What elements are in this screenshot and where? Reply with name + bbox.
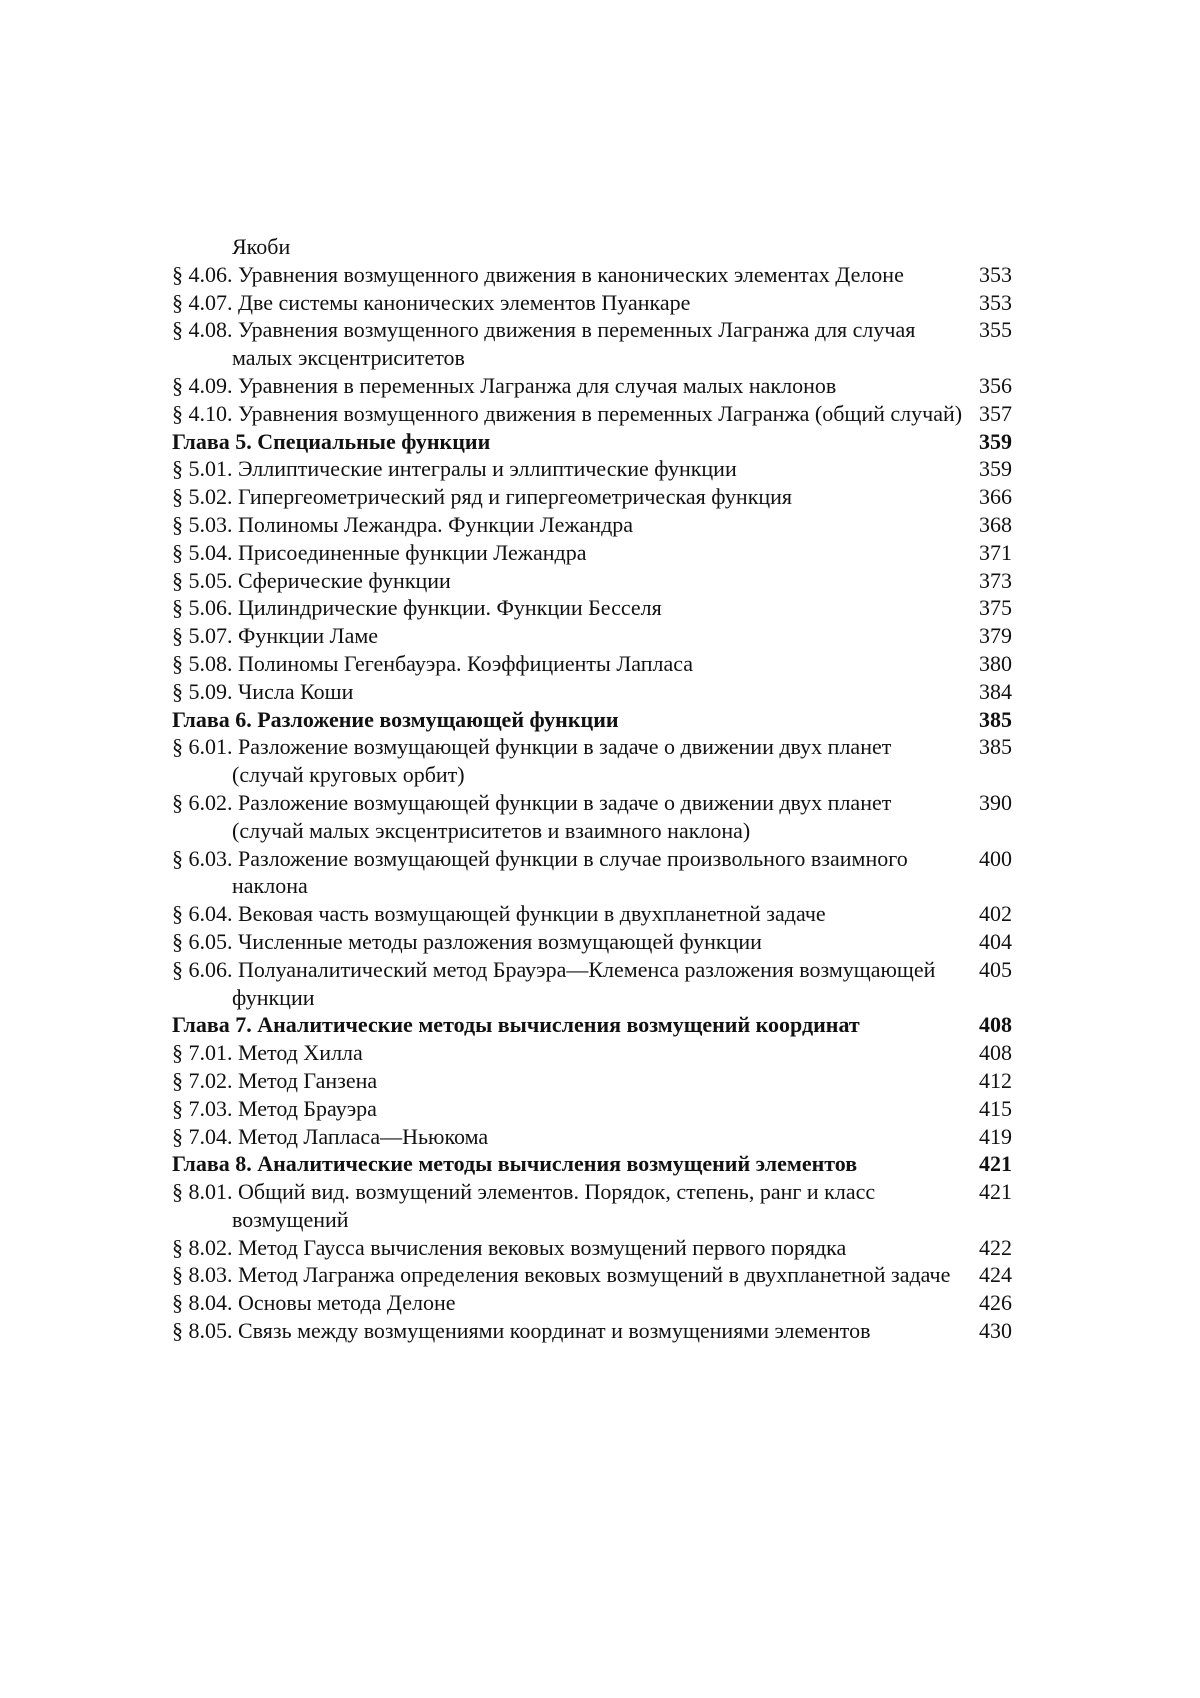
toc-section-entry — [172, 400, 1012, 428]
toc-section-entry — [172, 1234, 1012, 1262]
toc-page-number: 408 — [979, 1040, 1012, 1066]
toc-entry-title: § 8.04. Основы метода Делоне — [172, 1290, 456, 1316]
toc-page-number: 402 — [979, 901, 1012, 927]
toc-page-number: 380 — [979, 650, 1012, 676]
toc-entry-title: Глава 5. Специальные функции — [172, 428, 491, 454]
toc-section-entry — [172, 622, 1012, 650]
toc-entry-title: Якоби — [232, 234, 291, 259]
toc-entry-title: § 8.01. Общий вид. возмущений элементов. Порядок, степень, ранг и класс возмущений — [172, 1179, 876, 1232]
toc-page-number: 353 — [979, 261, 1012, 287]
toc-page-number: 385 — [979, 734, 1012, 760]
toc-entry-title: § 7.04. Метод Лапласа—Ньюкома — [172, 1123, 489, 1149]
toc-page-number: 368 — [979, 511, 1012, 537]
toc-section-entry — [172, 539, 1012, 567]
toc-page-number: 421 — [979, 1179, 1012, 1205]
toc-page-number: 419 — [979, 1123, 1012, 1149]
toc-section-entry — [172, 1317, 1012, 1345]
toc-entry-title: § 6.05. Численные методы разложения возмущающей функции — [172, 928, 762, 954]
toc-section-entry — [172, 372, 1012, 400]
toc-page-number: 375 — [979, 595, 1012, 621]
toc-entry-title: Глава 6. Разложение возмущающей функции — [172, 706, 619, 732]
toc-entry-title: § 5.02. Гипергеометрический ряд и гипергеометрическая функция — [172, 484, 793, 510]
toc-page-number: 379 — [979, 623, 1012, 649]
toc-section-entry — [172, 1123, 1012, 1151]
toc-entry-title: § 4.06. Уравнения возмущенного движения в канонических элементах Делоне — [172, 261, 904, 287]
toc-section-entry — [172, 733, 1012, 789]
toc-entry-title: § 4.08. Уравнения возмущенного движения в переменных Лагранжа для случая малых эксцентриситетов — [172, 317, 916, 371]
toc-section-entry — [172, 316, 1012, 372]
toc-section-entry — [172, 594, 1012, 622]
toc-section-entry — [172, 567, 1012, 595]
toc-page-number: 405 — [979, 956, 1012, 982]
table-of-contents — [172, 233, 1012, 1345]
toc-page-number: 357 — [979, 400, 1012, 426]
toc-page-number: 384 — [979, 678, 1012, 704]
toc-entry-title: § 5.08. Полиномы Гегенбауэра. Коэффициенты Лапласа — [172, 650, 694, 676]
toc-page-number: 371 — [979, 539, 1012, 565]
toc-entry-title: § 4.07. Две системы канонических элементов Пуанкаре — [172, 289, 691, 315]
toc-chapter-entry — [172, 428, 1012, 456]
toc-continuation-line — [172, 233, 1012, 261]
toc-page-number: 412 — [979, 1067, 1012, 1093]
toc-section-entry — [172, 789, 1012, 845]
toc-page-number: 359 — [979, 456, 1012, 482]
toc-chapter-entry — [172, 1150, 1012, 1178]
toc-section-entry — [172, 1067, 1012, 1095]
toc-entry-title: § 7.01. Метод Хилла — [172, 1040, 363, 1066]
toc-entry-title: § 6.02. Разложение возмущающей функции в задаче о движении двух планет (случай малых эксцентриситетов и взаимного наклона) — [172, 789, 892, 843]
toc-section-entry — [172, 650, 1012, 678]
toc-entry-title: § 4.09. Уравнения в переменных Лагранжа для случая малых наклонов — [172, 372, 837, 398]
toc-entry-title: § 6.01. Разложение возмущающей функции в задаче о движении двух планет (случай круговых орбит) — [172, 734, 892, 788]
toc-section-entry — [172, 900, 1012, 928]
toc-page-number: 421 — [979, 1151, 1012, 1177]
toc-entry-title: § 8.02. Метод Гаусса вычисления вековых возмущений первого порядка — [172, 1234, 847, 1260]
toc-entry-title: § 6.04. Вековая часть возмущающей функции в двухпланетной задаче — [172, 901, 826, 927]
toc-section-entry — [172, 261, 1012, 289]
toc-entry-title: § 5.01. Эллиптические интегралы и эллиптические функции — [172, 456, 737, 482]
toc-chapter-entry — [172, 706, 1012, 734]
toc-section-entry — [172, 1178, 1012, 1234]
toc-page-number: 408 — [979, 1012, 1012, 1038]
toc-entry-title: § 4.10. Уравнения возмущенного движения в переменных Лагранжа (общий случай) — [172, 400, 963, 426]
toc-page-number: 424 — [979, 1262, 1012, 1288]
toc-page-number: 400 — [979, 845, 1012, 871]
toc-section-entry — [172, 678, 1012, 706]
toc-section-entry — [172, 1095, 1012, 1123]
toc-section-entry — [172, 845, 1012, 901]
toc-section-entry — [172, 1289, 1012, 1317]
toc-page-number: 430 — [979, 1318, 1012, 1344]
toc-entry-title: § 5.03. Полиномы Лежандра. Функции Лежандра — [172, 511, 634, 537]
toc-section-entry — [172, 455, 1012, 483]
toc-page-number: 404 — [979, 928, 1012, 954]
toc-entry-title: § 5.06. Цилиндрические функции. Функции Бесселя — [172, 595, 662, 621]
toc-page-number: 385 — [979, 706, 1012, 732]
toc-entry-title: § 5.07. Функции Ламе — [172, 623, 379, 649]
toc-entry-title: § 8.05. Связь между возмущениями координат и возмущениями элементов — [172, 1318, 871, 1344]
toc-entry-title: § 7.02. Метод Ганзена — [172, 1067, 378, 1093]
toc-page-number: 426 — [979, 1290, 1012, 1316]
toc-page-number: 422 — [979, 1234, 1012, 1260]
toc-page-number: 390 — [979, 789, 1012, 815]
toc-section-entry — [172, 289, 1012, 317]
toc-entry-title: § 6.06. Полуаналитический метод Брауэра—Клеменса разложения возмущающей функции — [172, 956, 936, 1010]
toc-section-entry — [172, 1039, 1012, 1067]
toc-page-number: 353 — [979, 289, 1012, 315]
toc-entry-title: § 8.03. Метод Лагранжа определения вековых возмущений в двухпланетной задаче — [172, 1262, 951, 1288]
toc-page-number: 373 — [979, 567, 1012, 593]
toc-section-entry — [172, 483, 1012, 511]
toc-section-entry — [172, 928, 1012, 956]
toc-entry-title: § 5.09. Числа Коши — [172, 678, 354, 704]
toc-entry-title: § 5.05. Сферические функции — [172, 567, 451, 593]
toc-chapter-entry — [172, 1011, 1012, 1039]
toc-page-number: 355 — [979, 317, 1012, 343]
toc-entry-title: § 5.04. Присоединенные функции Лежандра — [172, 539, 587, 565]
toc-entry-title: § 7.03. Метод Брауэра — [172, 1095, 377, 1121]
toc-page-number: 415 — [979, 1095, 1012, 1121]
toc-page-number: 366 — [979, 484, 1012, 510]
toc-section-entry — [172, 1261, 1012, 1289]
toc-entry-title: Глава 7. Аналитические методы вычисления возмущений координат — [172, 1012, 860, 1038]
toc-entry-title: Глава 8. Аналитические методы вычисления возмущений элементов — [172, 1151, 858, 1177]
toc-entry-title: § 6.03. Разложение возмущающей функции в случае произвольного взаимного наклона — [172, 845, 908, 899]
toc-section-entry — [172, 956, 1012, 1012]
toc-page-number: 356 — [979, 372, 1012, 398]
toc-page-number: 359 — [979, 428, 1012, 454]
toc-section-entry — [172, 511, 1012, 539]
